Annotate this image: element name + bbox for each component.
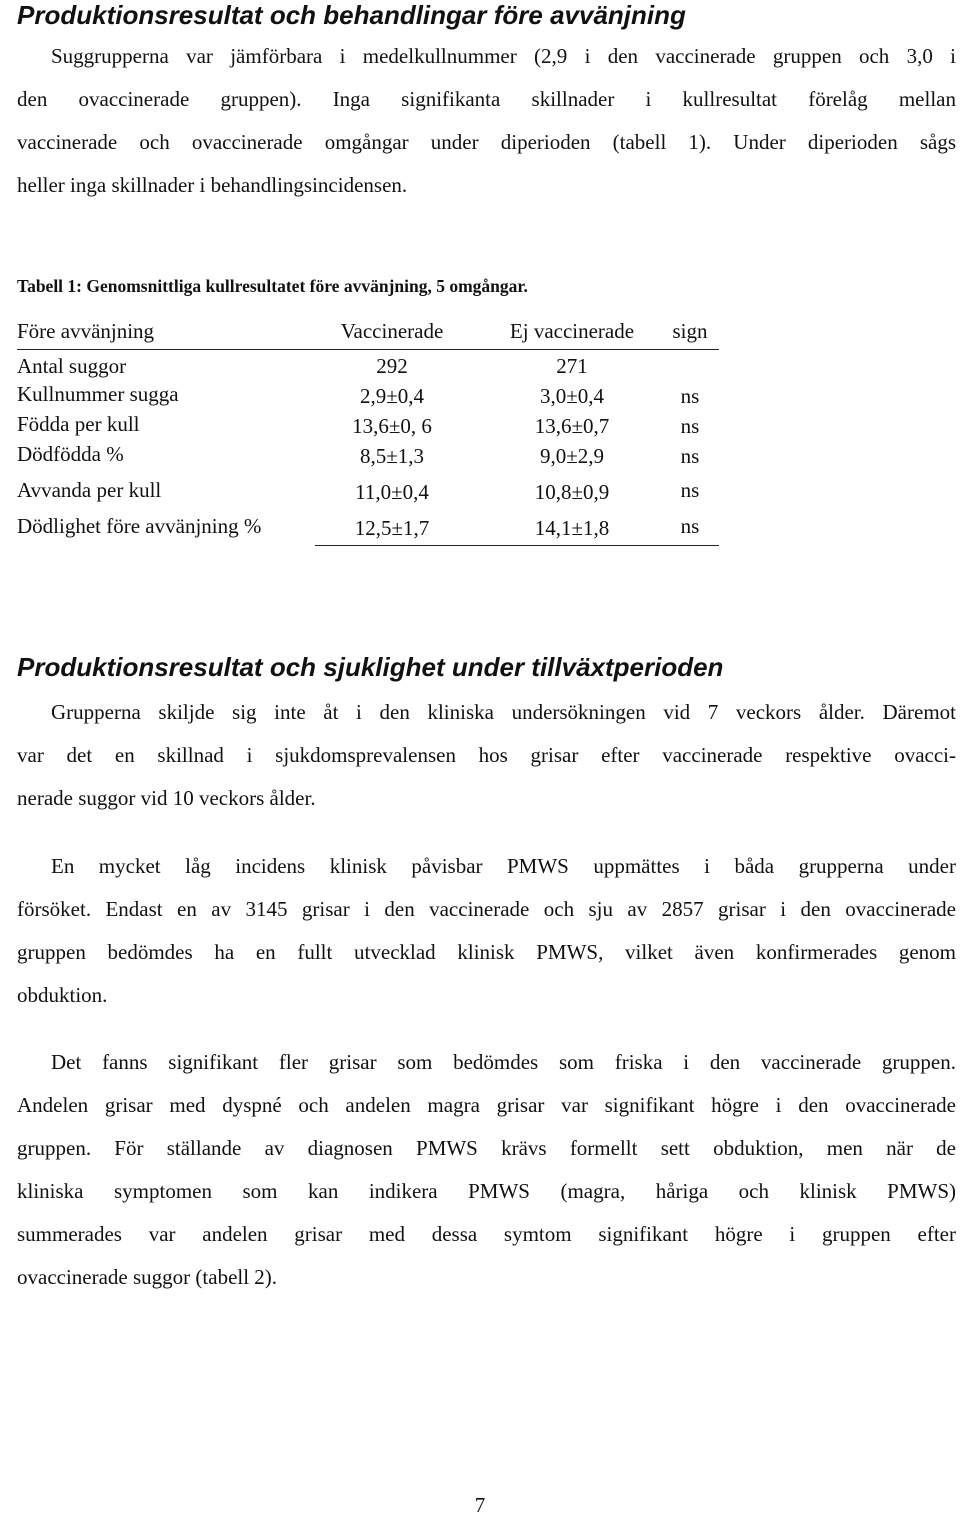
table-cell: 10,8±0,9 [534,480,610,504]
table-header-cell: Före avvänjning [17,319,155,343]
table-cell: 11,0±0,4 [355,480,429,504]
table-caption: Tabell 1: Genomsnittliga kullresultatet före avvänjning, 5 omgångar. [17,276,528,296]
table-cell: 13,6±0, 6 [352,414,432,438]
paragraph-line: gruppen bedömdes ha en fullt utvecklad klinisk PMWS, vilket även konfirmerades genom [17,940,956,964]
table-cell: ns [680,514,700,538]
paragraph-line: den ovaccinerade gruppen). Inga signifikanta skillnader i kullresultat förelåg mellan [17,87,956,111]
paragraph-line: Det fanns signifikant fler grisar som bedömdes som friska i den vaccinerade gruppen. [51,1050,956,1074]
table-header-cell: Ej vaccinerade [509,319,635,343]
paragraph-clinical-examination [17,691,956,820]
paragraph-line: Suggrupperna var jämförbara i medelkullnummer (2,9 i den vaccinerade gruppen och 3,0 i [51,44,956,68]
paragraph-line: kliniska symptomen som kan indikera PMWS (magra, håriga och klinisk PMWS) [17,1179,956,1203]
results-table [17,312,719,548]
table-cell: Dödlighet före avvänjning % [17,514,262,538]
table-bottom-rule [315,545,719,546]
paragraph-before-weaning [17,35,956,207]
paragraph-line: gruppen. För ställande av diagnosen PMWS krävs formellt sett obduktion, men när de [17,1136,956,1160]
section-heading-before-weaning: Produktionsresultat och behandlingar före avvänjning [17,0,686,30]
table-cell: Avvanda per kull [17,478,162,502]
paragraph-line: Grupperna skiljde sig inte åt i den kliniska undersökningen vid 7 veckors ålder. Däremot [51,700,956,724]
table-cell: 292 [376,354,408,378]
paragraph-line: Andelen grisar med dyspné och andelen magra grisar var signifikant högre i den ovaccinerade [17,1093,956,1117]
page-number: 7 [474,1493,486,1517]
table-cell: 12,5±1,7 [354,516,430,540]
table-cell: Födda per kull [17,412,140,436]
table-cell: 2,9±0,4 [359,384,425,408]
table-header-cell: Vaccinerade [340,319,444,343]
table-cell: 13,6±0,7 [534,414,610,438]
table-cell: ns [680,444,700,468]
table-cell: Kullnummer sugga [17,382,179,406]
table-cell: Antal suggor [17,354,127,378]
paragraph-line: vaccinerade och ovaccinerade omgångar under diperioden (tabell 1). Under diperioden sågs [17,130,956,154]
table-cell: 14,1±1,8 [534,516,610,540]
paragraph-line: var det en skillnad i sjukdomsprevalensen hos grisar efter vaccinerade respektive ovacci- [17,743,956,767]
table-cell: Dödfödda % [17,442,124,466]
paragraph-line: summerades var andelen grisar med dessa symtom signifikant högre i gruppen efter [17,1222,956,1246]
table-cell: ns [680,414,700,438]
table-cell: 8,5±1,3 [359,444,425,468]
table-cell: 271 [556,354,588,378]
table-cell: 9,0±2,9 [539,444,605,468]
paragraph-pmws-incidence [17,845,956,1017]
table-cell: ns [680,478,700,502]
paragraph-line: En mycket låg incidens klinisk påvisbar PMWS uppmättes i båda grupperna under [51,854,956,878]
section-heading-growth-period: Produktionsresultat och sjuklighet under tillväxtperioden [17,652,724,682]
paragraph-healthy-pigs [17,1041,956,1299]
table-cell: ns [680,384,700,408]
table-header-rule [17,349,719,350]
paragraph-line: heller inga skillnader i behandlingsincidensen. [17,173,408,197]
paragraph-line: ovaccinerade suggor (tabell 2). [17,1265,278,1289]
paragraph-line: nerade suggor vid 10 veckors ålder. [17,786,316,810]
table-cell: 3,0±0,4 [539,384,605,408]
paragraph-line: försöket. Endast en av 3145 grisar i den vaccinerade och sju av 2857 grisar i den ovaccinerade [17,897,956,921]
paragraph-line: obduktion. [17,983,108,1007]
table-header-cell: sign [672,319,708,343]
